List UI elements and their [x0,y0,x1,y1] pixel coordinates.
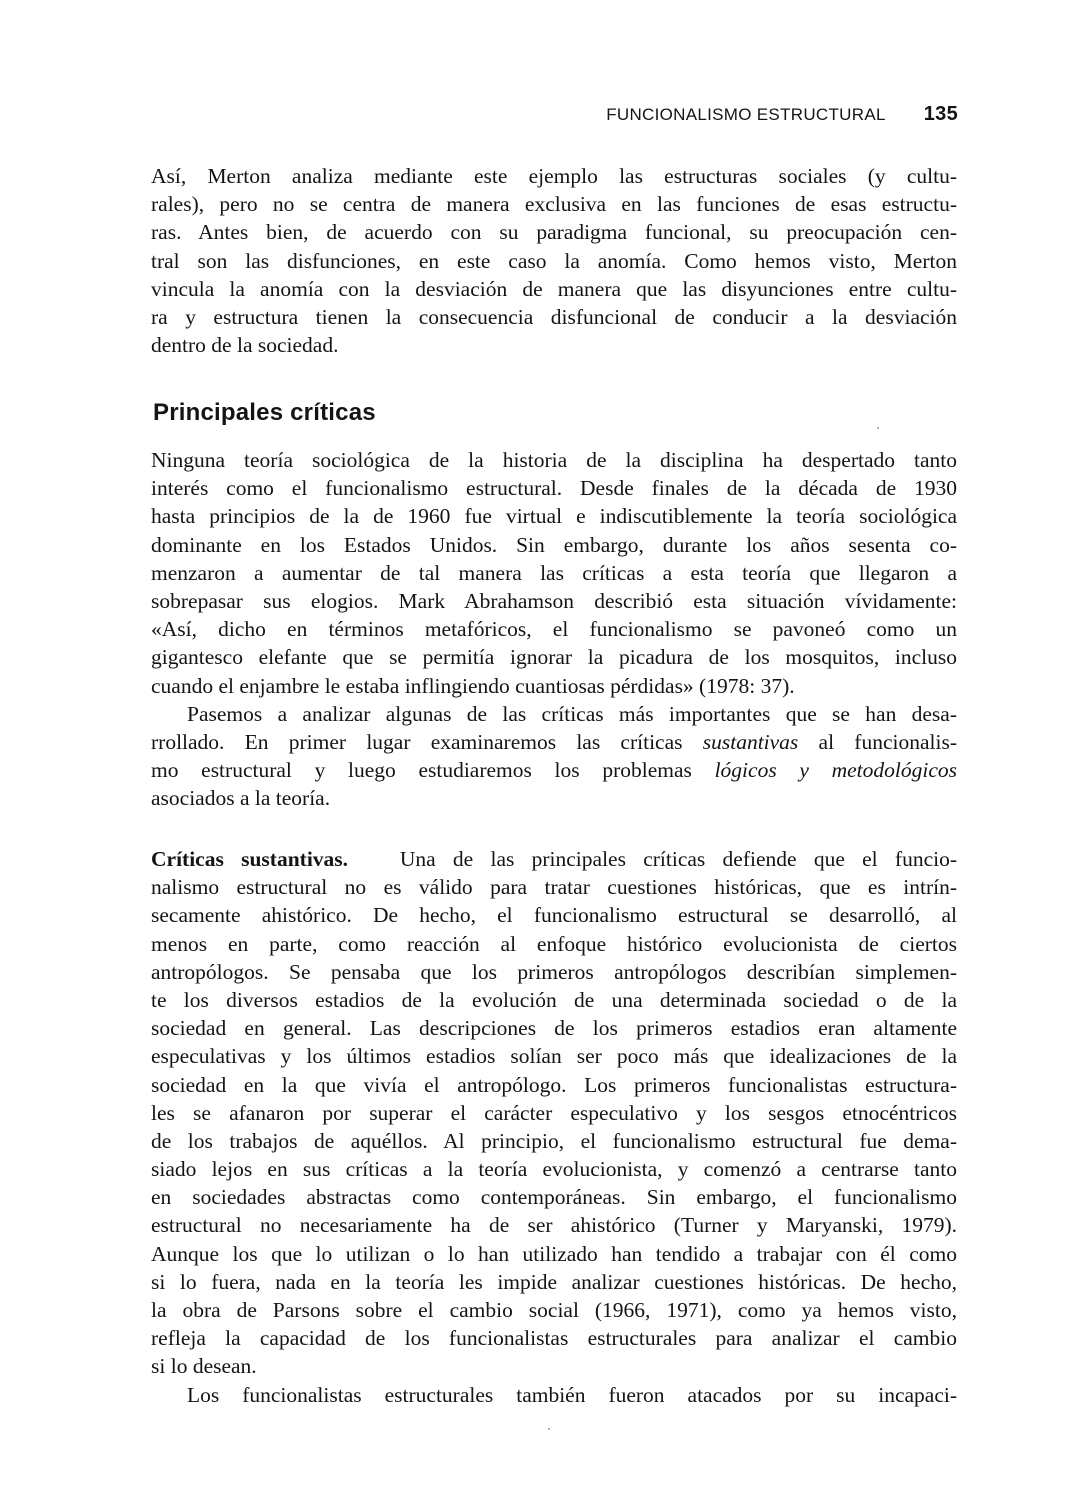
text-line: te los diversos estadios de la evolución de una determinada sociedad o de la [151,987,957,1012]
text-line: antropólogos. Se pensaba que los primeros antropólogos describían simplemen- [151,959,957,984]
quote-line: gigantesco elefante que se permitía ignorar la picadura de los mosquitos, incluso [151,645,957,670]
text-fragment: mo estructural y luego estudiaremos los problemas [151,758,715,783]
text-fragment: Una de las principales críticas defiende que el funcio- [399,847,957,871]
paragraph-merton-anomia [151,162,957,359]
paragraph-criticas-sustantivas [151,845,957,1409]
quote-line: «Así, dicho en términos metafóricos, el funcionalismo se pavoneó como un [151,617,957,642]
text-line: rales), pero no se centra de manera exclusiva en las funciones de esas estructu- [151,192,957,217]
page-number: 135 [923,103,958,125]
text-line: ras. Antes bien, de acuerdo con su paradigma funcional, su preocupación cen- [151,220,957,245]
text-line: si lo desean. [151,1354,257,1379]
text-line [151,845,957,873]
text-line: siado lejos en sus críticas a la teoría evolucionista, y comenzó a centrarse tanto [151,1157,957,1182]
scan-speck [877,427,879,429]
text-line: sociedad en general. Las descripciones de los primeros estadios eran altamente [151,1016,957,1041]
text-line: Aunque los que lo utilizan o lo han utilizado han tendido a trabajar con él como [151,1241,957,1266]
text-line: Pasemos a analizar algunas de las críticas más importantes que se han desa- [187,701,957,726]
text-line: dominante en los Estados Unidos. Sin embargo, durante los años sesenta co- [151,532,957,557]
text-line: de los trabajos de aquéllos. Al principio, el funcionalismo estructural fue dema- [151,1128,957,1153]
section-heading: Principales críticas [153,399,376,426]
text-line: en sociedades abstractas como contemporáneas. Sin embargo, el funcionalismo [151,1185,957,1210]
text-line: especulativas y los últimos estadios solían ser poco más que idealizaciones de la [151,1044,957,1069]
text-line: estructural no necesariamente ha de ser ahistórico (Turner y Maryanski, 1979). [151,1213,957,1238]
emphasis-sustantivas: sustantivas [702,729,799,754]
text-line: sobrepasar sus elogios. Mark Abrahamson describió esta situación vívidamente: [151,588,957,613]
text-line: menos en parte, como reacción al enfoque histórico evolucionista de ciertos [151,931,957,956]
quote-line: cuando el enjambre le estaba inflingiendo cuantiosas pérdidas» (1978: 37). [151,673,795,698]
text-fragment: rrollado. En primer lugar examinaremos las críticas [151,729,703,754]
text-line: Los funcionalistas estructurales también fueron atacados por su incapaci- [187,1382,957,1407]
text-line: ra y estructura tienen la consecuencia disfuncional de conducir a la desviación [151,304,957,329]
paragraph-introduccion-criticas [151,446,957,812]
text-line: les se afanaron por superar el carácter especulativo y los sesgos etnocéntricos [151,1100,957,1125]
text-line: Así, Merton analiza mediante este ejemplo las estructuras sociales (y cultu- [151,164,957,188]
emphasis-logicos-metodologicos: lógicos y metodológicos [714,758,957,783]
text-line [151,728,957,756]
text-line: asociados a la teoría. [151,786,331,811]
text-line: refleja la capacidad de los funcionalistas estructurales para analizar el cambio [151,1326,957,1351]
text-line: vincula la anomía con la desviación de manera que las disyunciones entre cultu- [151,276,957,301]
text-line [151,756,957,784]
text-line: menzaron a aumentar de tal manera las críticas a esta teoría que llegaron a [151,560,957,585]
text-line: tral son las disfunciones, en este caso la anomía. Como hemos visto, Merton [151,248,957,273]
text-line: la obra de Parsons sobre el cambio social (1966, 1971), como ya hemos visto, [151,1298,957,1322]
text-line: hasta principios de la de 1960 fue virtual e indiscutiblemente la teoría sociológica [151,504,957,529]
text-line: interés como el funcionalismo estructural. Desde finales de la década de 1930 [151,476,957,501]
running-title: FUNCIONALISMO ESTRUCTURAL [606,105,886,124]
text-line: Ninguna teoría sociológica de la historia de la disciplina ha despertado tanto [151,448,957,472]
text-fragment: al funcionalis- [798,729,957,754]
scan-speck [548,1428,550,1430]
text-line: dentro de la sociedad. [151,333,339,358]
text-line: secamente ahistórico. De hecho, el funcionalismo estructural se desarrolló, al [151,903,957,928]
run-in-heading: Críticas sustantivas. [151,847,349,871]
running-head [150,102,958,127]
text-line: nalismo estructural no es válido para tratar cuestiones históricas, que es intrín- [151,875,957,900]
text-line: sociedad en la que vivía el antropólogo. Los primeros funcionalistas estructura- [151,1072,957,1097]
text-line: si lo fuera, nada en la teoría les impide analizar cuestiones históricas. De hecho, [151,1269,957,1294]
